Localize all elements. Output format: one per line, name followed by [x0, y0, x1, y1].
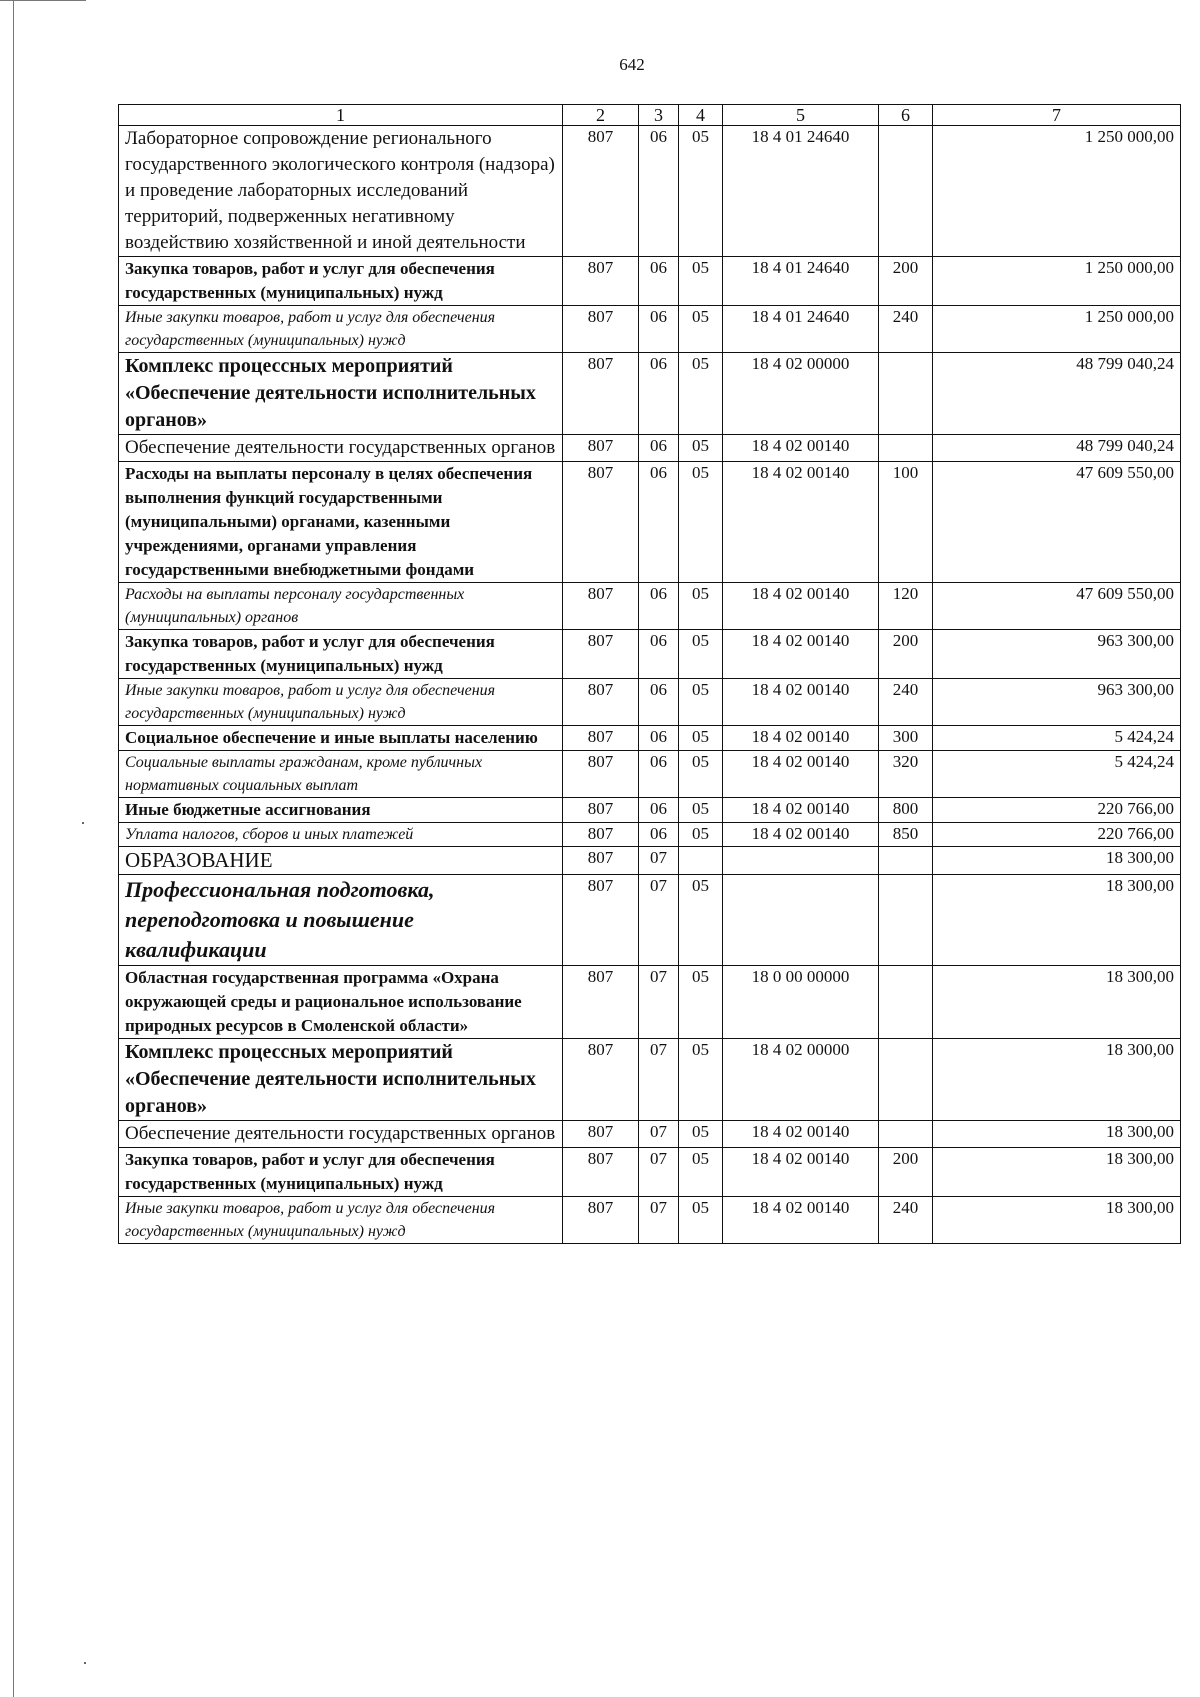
- row-name: Обеспечение деятельности государственных органов: [119, 435, 563, 462]
- target-article-code: 18 4 02 00140: [723, 751, 879, 798]
- expense-type-code: [879, 435, 933, 462]
- section-code: 06: [639, 798, 679, 823]
- section-code: 07: [639, 875, 679, 966]
- target-article-code: 18 4 01 24640: [723, 306, 879, 353]
- subsection-code: 05: [679, 966, 723, 1039]
- admin-code: 807: [563, 353, 639, 435]
- target-article-code: [723, 875, 879, 966]
- section-code: 06: [639, 726, 679, 751]
- expense-type-code: 240: [879, 1197, 933, 1244]
- amount: 963 300,00: [933, 679, 1181, 726]
- expense-type-code: 100: [879, 462, 933, 583]
- subsection-code: 05: [679, 1148, 723, 1197]
- amount: 18 300,00: [933, 966, 1181, 1039]
- admin-code: 807: [563, 1121, 639, 1148]
- admin-code: 807: [563, 875, 639, 966]
- amount: 18 300,00: [933, 875, 1181, 966]
- admin-code: 807: [563, 630, 639, 679]
- expense-type-code: 240: [879, 679, 933, 726]
- amount: 1 250 000,00: [933, 126, 1181, 257]
- row-name: ОБРАЗОВАНИЕ: [119, 847, 563, 875]
- subsection-code: [679, 847, 723, 875]
- row-name: Лабораторное сопровождение регионального государственного экологического контроля (надзора) и проведение лабораторных исследований территорий, подверженных негативному воздействию хозяйственной и иной деятельности: [119, 126, 563, 257]
- row-name: Комплекс процессных мероприятий «Обеспечение деятельности исполнительных органов»: [119, 353, 563, 435]
- column-header: 2: [563, 105, 639, 126]
- table-row: [119, 847, 1181, 875]
- admin-code: 807: [563, 751, 639, 798]
- table-row: [119, 823, 1181, 847]
- section-code: 06: [639, 435, 679, 462]
- table-row: [119, 966, 1181, 1039]
- subsection-code: 05: [679, 1039, 723, 1121]
- expense-type-code: 200: [879, 1148, 933, 1197]
- target-article-code: 18 4 01 24640: [723, 257, 879, 306]
- column-header: 7: [933, 105, 1181, 126]
- amount: 5 424,24: [933, 726, 1181, 751]
- row-name: Расходы на выплаты персоналу в целях обеспечения выполнения функций государственными (муниципальными) органами, казенными учреждениями, органами управления государственными внебюджетными фондами: [119, 462, 563, 583]
- admin-code: 807: [563, 1148, 639, 1197]
- scan-speck: [84, 1662, 86, 1664]
- table-row: [119, 126, 1181, 257]
- admin-code: 807: [563, 823, 639, 847]
- expense-type-code: 300: [879, 726, 933, 751]
- target-article-code: 18 4 02 00140: [723, 679, 879, 726]
- table-row: [119, 1121, 1181, 1148]
- amount: 48 799 040,24: [933, 435, 1181, 462]
- column-header: 6: [879, 105, 933, 126]
- expense-type-code: 200: [879, 630, 933, 679]
- table-row: [119, 679, 1181, 726]
- section-code: 07: [639, 966, 679, 1039]
- table-row: [119, 462, 1181, 583]
- row-name: Закупка товаров, работ и услуг для обеспечения государственных (муниципальных) нужд: [119, 257, 563, 306]
- target-article-code: 18 4 02 00140: [723, 1121, 879, 1148]
- row-name: Иные закупки товаров, работ и услуг для обеспечения государственных (муниципальных) нужд: [119, 1197, 563, 1244]
- table-row: [119, 257, 1181, 306]
- subsection-code: 05: [679, 875, 723, 966]
- row-name: Иные бюджетные ассигнования: [119, 798, 563, 823]
- admin-code: 807: [563, 679, 639, 726]
- table-row: [119, 353, 1181, 435]
- row-name: Комплекс процессных мероприятий «Обеспечение деятельности исполнительных органов»: [119, 1039, 563, 1121]
- target-article-code: 18 4 02 00000: [723, 353, 879, 435]
- table-row: [119, 1039, 1181, 1121]
- admin-code: 807: [563, 583, 639, 630]
- admin-code: 807: [563, 257, 639, 306]
- amount: 47 609 550,00: [933, 462, 1181, 583]
- scan-speck: [82, 822, 84, 824]
- row-name: Социальные выплаты гражданам, кроме публичных нормативных социальных выплат: [119, 751, 563, 798]
- subsection-code: 05: [679, 583, 723, 630]
- admin-code: 807: [563, 126, 639, 257]
- row-name: Уплата налогов, сборов и иных платежей: [119, 823, 563, 847]
- amount: 1 250 000,00: [933, 257, 1181, 306]
- section-code: 06: [639, 126, 679, 257]
- expense-type-code: [879, 847, 933, 875]
- table-row: [119, 1148, 1181, 1197]
- target-article-code: 18 4 01 24640: [723, 126, 879, 257]
- table-row: [119, 751, 1181, 798]
- admin-code: 807: [563, 1039, 639, 1121]
- amount: 47 609 550,00: [933, 583, 1181, 630]
- row-name: Закупка товаров, работ и услуг для обеспечения государственных (муниципальных) нужд: [119, 1148, 563, 1197]
- row-name: Расходы на выплаты персоналу государственных (муниципальных) органов: [119, 583, 563, 630]
- table-row: [119, 1197, 1181, 1244]
- amount: 18 300,00: [933, 847, 1181, 875]
- row-name: Обеспечение деятельности государственных органов: [119, 1121, 563, 1148]
- subsection-code: 05: [679, 679, 723, 726]
- section-code: 07: [639, 847, 679, 875]
- row-name: Социальное обеспечение и иные выплаты населению: [119, 726, 563, 751]
- amount: 1 250 000,00: [933, 306, 1181, 353]
- column-number-row: [119, 105, 1181, 126]
- target-article-code: 18 4 02 00140: [723, 726, 879, 751]
- expense-type-code: [879, 353, 933, 435]
- target-article-code: 18 0 00 00000: [723, 966, 879, 1039]
- expense-type-code: [879, 1039, 933, 1121]
- section-code: 07: [639, 1121, 679, 1148]
- row-name: Профессиональная подготовка, переподготовка и повышение квалификации: [119, 875, 563, 966]
- page-number: 642: [619, 55, 645, 74]
- target-article-code: 18 4 02 00140: [723, 583, 879, 630]
- row-name: Областная государственная программа «Охрана окружающей среды и рациональное использование природных ресурсов в Смоленской области»: [119, 966, 563, 1039]
- target-article-code: 18 4 02 00140: [723, 630, 879, 679]
- section-code: 06: [639, 630, 679, 679]
- admin-code: 807: [563, 798, 639, 823]
- amount: 18 300,00: [933, 1121, 1181, 1148]
- section-code: 07: [639, 1148, 679, 1197]
- admin-code: 807: [563, 306, 639, 353]
- section-code: 07: [639, 1197, 679, 1244]
- amount: 18 300,00: [933, 1039, 1181, 1121]
- subsection-code: 05: [679, 751, 723, 798]
- section-code: 06: [639, 306, 679, 353]
- section-code: 07: [639, 1039, 679, 1121]
- section-code: 06: [639, 823, 679, 847]
- table-row: [119, 726, 1181, 751]
- subsection-code: 05: [679, 126, 723, 257]
- subsection-code: 05: [679, 630, 723, 679]
- budget-table: [118, 104, 1181, 1244]
- amount: 220 766,00: [933, 798, 1181, 823]
- amount: 18 300,00: [933, 1197, 1181, 1244]
- admin-code: 807: [563, 462, 639, 583]
- section-code: 06: [639, 583, 679, 630]
- expense-type-code: [879, 966, 933, 1039]
- amount: 963 300,00: [933, 630, 1181, 679]
- target-article-code: 18 4 02 00140: [723, 1197, 879, 1244]
- expense-type-code: 320: [879, 751, 933, 798]
- target-article-code: 18 4 02 00140: [723, 435, 879, 462]
- expense-type-code: [879, 875, 933, 966]
- expense-type-code: 200: [879, 257, 933, 306]
- expense-type-code: 240: [879, 306, 933, 353]
- subsection-code: 05: [679, 1121, 723, 1148]
- row-name: Закупка товаров, работ и услуг для обеспечения государственных (муниципальных) нужд: [119, 630, 563, 679]
- expense-type-code: [879, 126, 933, 257]
- amount: 48 799 040,24: [933, 353, 1181, 435]
- expense-type-code: 120: [879, 583, 933, 630]
- admin-code: 807: [563, 1197, 639, 1244]
- subsection-code: 05: [679, 306, 723, 353]
- scan-edge-left: [13, 0, 14, 1697]
- expense-type-code: 800: [879, 798, 933, 823]
- admin-code: 807: [563, 847, 639, 875]
- amount: 220 766,00: [933, 823, 1181, 847]
- subsection-code: 05: [679, 1197, 723, 1244]
- expense-type-code: 850: [879, 823, 933, 847]
- subsection-code: 05: [679, 462, 723, 583]
- amount: 5 424,24: [933, 751, 1181, 798]
- expense-type-code: [879, 1121, 933, 1148]
- target-article-code: 18 4 02 00000: [723, 1039, 879, 1121]
- target-article-code: 18 4 02 00140: [723, 823, 879, 847]
- table-row: [119, 583, 1181, 630]
- section-code: 06: [639, 257, 679, 306]
- row-name: Иные закупки товаров, работ и услуг для обеспечения государственных (муниципальных) нужд: [119, 679, 563, 726]
- table-row: [119, 435, 1181, 462]
- subsection-code: 05: [679, 353, 723, 435]
- target-article-code: 18 4 02 00140: [723, 798, 879, 823]
- subsection-code: 05: [679, 435, 723, 462]
- subsection-code: 05: [679, 726, 723, 751]
- subsection-code: 05: [679, 798, 723, 823]
- amount: 18 300,00: [933, 1148, 1181, 1197]
- target-article-code: 18 4 02 00140: [723, 462, 879, 583]
- row-name: Иные закупки товаров, работ и услуг для обеспечения государственных (муниципальных) нужд: [119, 306, 563, 353]
- section-code: 06: [639, 751, 679, 798]
- section-code: 06: [639, 353, 679, 435]
- admin-code: 807: [563, 966, 639, 1039]
- subsection-code: 05: [679, 823, 723, 847]
- subsection-code: 05: [679, 257, 723, 306]
- column-header: 1: [119, 105, 563, 126]
- admin-code: 807: [563, 435, 639, 462]
- table-row: [119, 798, 1181, 823]
- column-header: 4: [679, 105, 723, 126]
- table-row: [119, 630, 1181, 679]
- admin-code: 807: [563, 726, 639, 751]
- target-article-code: 18 4 02 00140: [723, 1148, 879, 1197]
- target-article-code: [723, 847, 879, 875]
- column-header: 3: [639, 105, 679, 126]
- table-row: [119, 306, 1181, 353]
- section-code: 06: [639, 679, 679, 726]
- section-code: 06: [639, 462, 679, 583]
- column-header: 5: [723, 105, 879, 126]
- table-row: [119, 875, 1181, 966]
